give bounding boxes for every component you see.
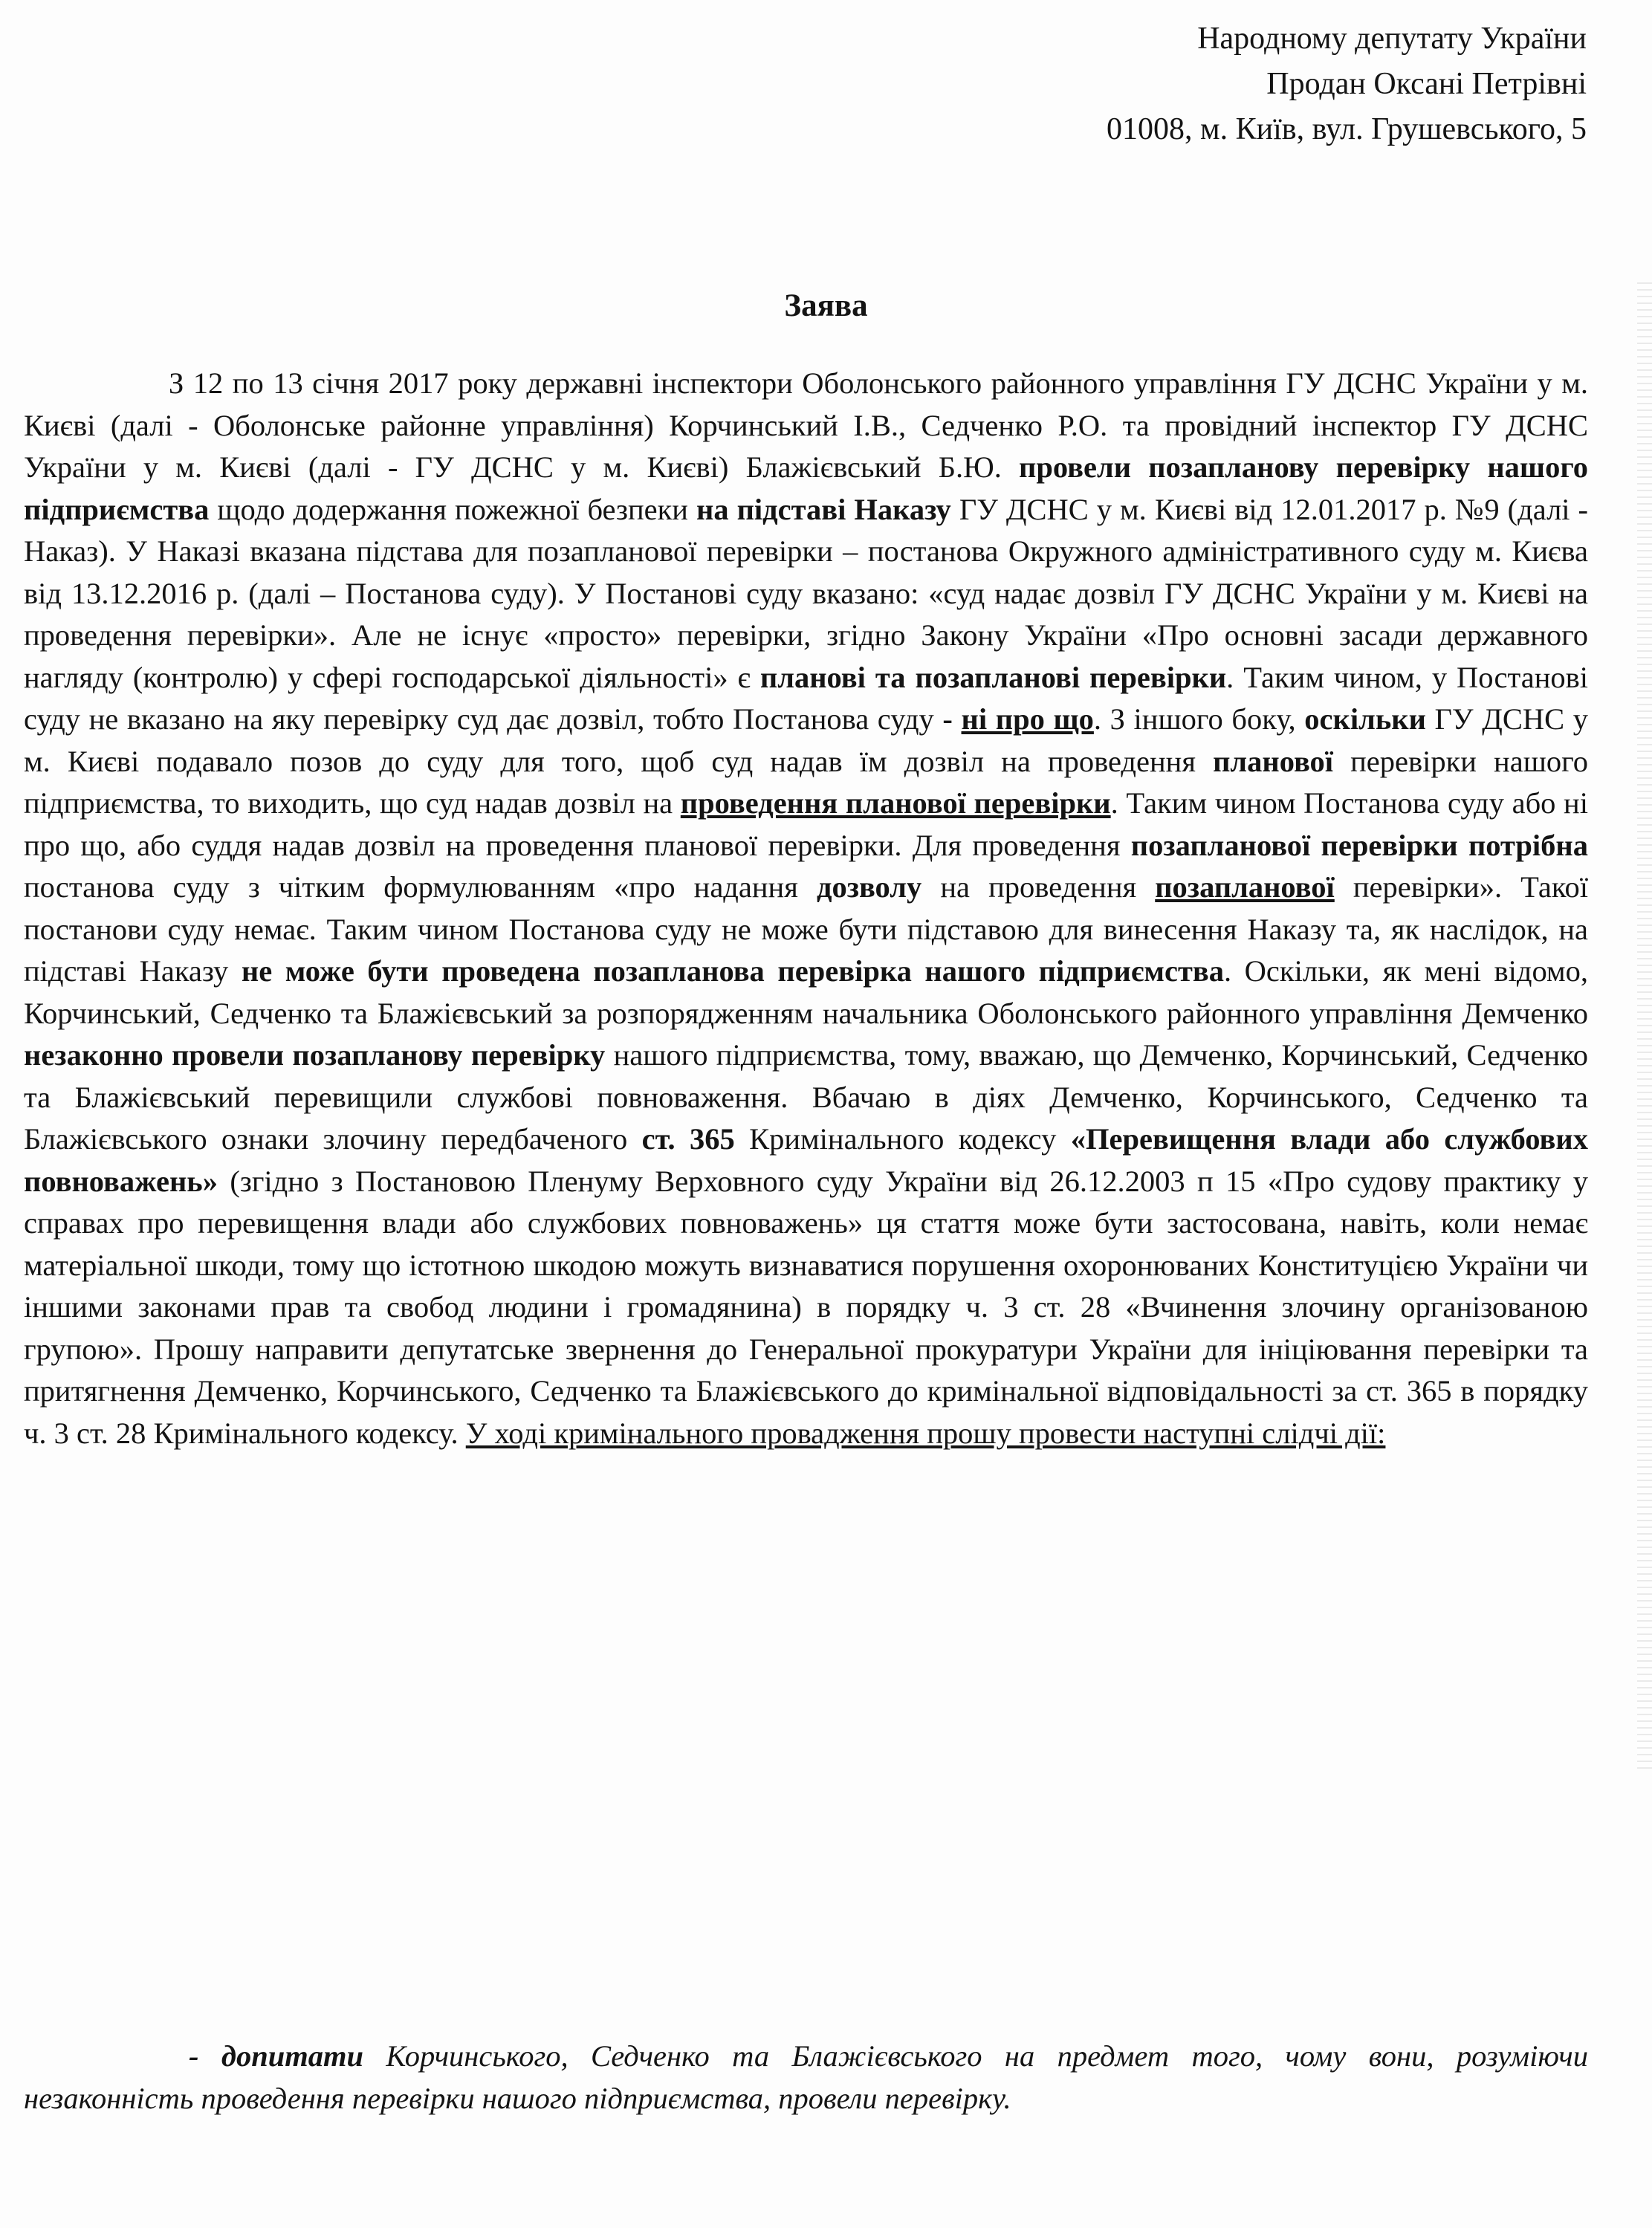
body-text-segment: . Таким чином, у Постанові суду не вказано на яку перевірку суд дає дозвіл, тобто Постанова суду: [24, 660, 1588, 736]
body-text-bold: дозволу: [816, 870, 922, 904]
body-text-bold: «Перевищення влади або службових повноважень»: [24, 1122, 1588, 1198]
body-text-bold: незаконно провели позапланову перевірку: [24, 1038, 606, 1072]
body-text-segment: ГУ ДСНС у м. Києві подавало позов до суду для того, щоб суд надав їм дозвіл на проведення: [24, 702, 1588, 778]
body-text-bold: планові та позапланові перевірки: [759, 660, 1227, 694]
document-title: Заява: [784, 288, 868, 323]
body-text-bold: оскільки: [1304, 702, 1426, 736]
request-text: Корчинського, Седченко та Блажієвського на предмет того, чому вони, розуміючи незаконність проведення перевірки нашого підприємства, провели перевірку.: [24, 2039, 1589, 2115]
addressee-line-2: Продан Оксані Петрівні: [1266, 67, 1587, 101]
body-text-segment: (згідно з Постановою Пленуму Верховного суду України від 26.12.2003 п 15 «Про судову практику у справах про перевищення влади або службових повноважень» ця стаття може бути застосована, навіть, коли немає матеріальної шкоди, тому що істотною шкодою можуть визнаватися порушення охоронюваних Конституцією України чи іншими законами прав та свобод людини і громадянина) в порядку ч. 3 ст. 28 «Вчинення злочину організованою групою». Прошу направити депутатське звернення до Генеральної прокуратури України для ініціювання перевірки та притягнення Демченко, Корчинського, Седченко та Блажієвського до кримінальної відповідальності за ст. 365 в порядку ч. 3 ст. 28 Кримінального кодексу.: [24, 1164, 1588, 1450]
body-text-underlined: У ході кримінального провадження прошу провести наступні слідчі дії:: [465, 1416, 1386, 1450]
body-text-bold: не може бути проведена позапланова перевірка нашого підприємства: [241, 954, 1224, 988]
body-text-segment: нашого підприємства, тому, вважаю, що Демченко, Корчинський, Седченко та Блажієвський перевищили службові повноваження. Вбачаю в діях Демченко, Корчинського, Седченко та Блажієвського ознаки злочину передбаченого: [24, 1038, 1588, 1156]
addressee-line-3: 01008, м. Київ, вул. Грушевського, 5: [1107, 112, 1587, 146]
body-text-bold: планової: [1213, 744, 1334, 778]
body-text-segment: . З іншого боку,: [1093, 702, 1305, 736]
body-text-bold-underlined: позапланової: [1155, 870, 1335, 904]
body-text-segment: . Таким чином Постанова суду або ні про що, або суддя надав дозвіл на проведення планової перевірки. Для проведення: [24, 786, 1588, 862]
request-paragraph: [24, 2035, 1588, 2119]
body-text-bold: позапланової перевірки потрібна: [1130, 828, 1588, 862]
body-text-segment: постанова суду з чітким формулюванням «про надання: [24, 870, 817, 904]
body-text-bold: провели позапланову перевірку нашого підприємства: [24, 450, 1588, 526]
body-paragraph: [24, 363, 1588, 1454]
scan-edge-artifact: [1637, 282, 1652, 1769]
body-text-bold: -: [942, 702, 962, 736]
body-text-segment: . Оскільки, як мені відомо, Корчинський, Седченко та Блажієвський за розпорядженням начальника Оболонського районного управління Демченко: [24, 954, 1589, 1030]
body-text-segment: ГУ ДСНС у м. Києві від 12.01.2017 р. №9 (далі - Наказ). У Наказі вказана підстава для позапланової перевірки – постанова Окружного адміністративного суду м. Києва від 13.12.2016 р. (далі – Постанова суду). У Постанові суду вказано: «суд надає дозвіл ГУ ДСНС України у м. Києві на проведення перевірки». Але не існує «просто» перевірки, згідно Закону України «Про основні засади державного нагляду (контролю) у сфері господарської діяльності» є: [24, 492, 1589, 694]
addressee-block: [1107, 16, 1587, 152]
body-text-bold: на підставі Наказу: [696, 492, 951, 526]
body-text-bold-underlined: проведення планової перевірки: [680, 786, 1111, 820]
body-text-bold-underlined: ні про що: [961, 702, 1094, 736]
body-text-segment: З 12 по 13 січня 2017 року державні інспектори Оболонського районного управління ГУ ДСНС України у м. Києві (далі - Оболонське районне управління) Корчинський І.В., Седченко Р.О. та провідний інспектор ГУ ДСНС України у м. Києві (далі - ГУ ДСНС у м. Києві) Блажієвський Б.Ю.: [24, 366, 1588, 484]
body-text-segment: перевірки». Такої постанови суду немає. Таким чином Постанова суду не може бути підставою для винесення Наказу та, як наслідок, на підставі Наказу: [24, 870, 1589, 988]
request-bold: - допитати: [189, 2039, 364, 2073]
body-text-segment: на проведення: [921, 870, 1156, 904]
addressee-line-1: Народному депутату України: [1197, 22, 1587, 56]
body-text-bold: ст. 365: [641, 1122, 735, 1156]
body-text-segment: Кримінального кодексу: [734, 1122, 1071, 1156]
body-text-segment: щодо додержання пожежної безпеки: [209, 492, 696, 526]
body-text-segment: перевірки нашого підприємства, то виходить, що суд надав дозвіл на: [24, 744, 1588, 820]
